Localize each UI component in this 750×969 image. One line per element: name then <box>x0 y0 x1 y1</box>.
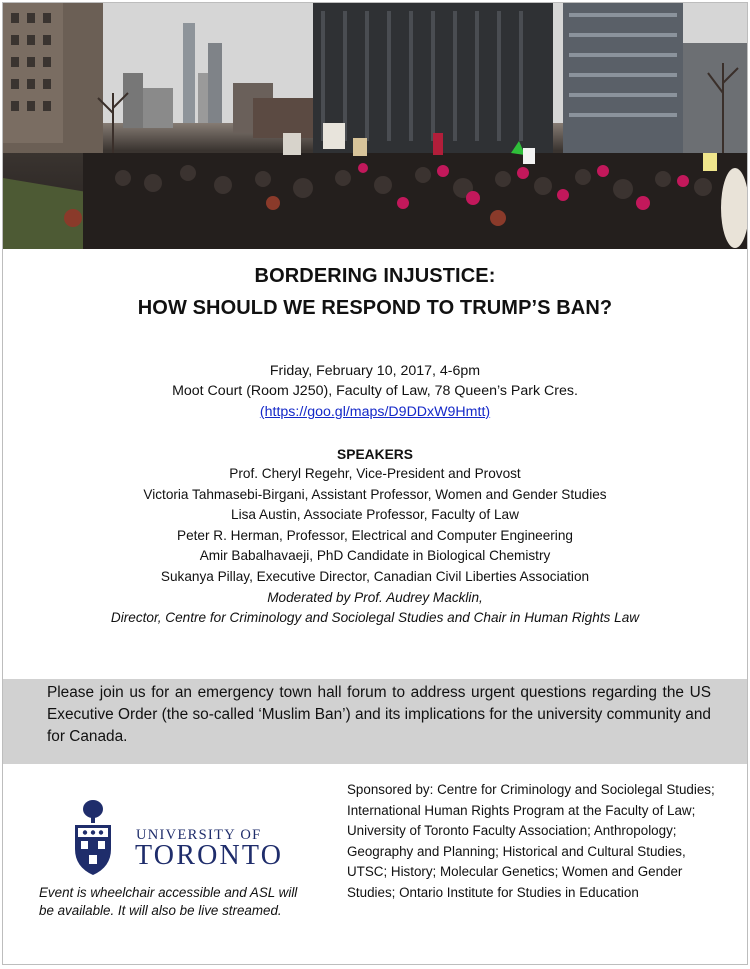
logo-toronto: TORONTO <box>135 840 284 871</box>
speaker-item: Prof. Cheryl Regehr, Vice-President and Provost <box>229 466 521 481</box>
speaker-item: Lisa Austin, Associate Professor, Faculty of Law <box>231 507 519 523</box>
accessibility-note: Event is wheelchair accessible and ASL will be available. It will also be live streamed. <box>39 885 298 919</box>
announcement-text: Please join us for an emergency town hall forum to address urgent questions regarding the US Executive Order (the so-called ‘Muslim Ban’) and its implications for the university community and for Canada. <box>47 684 711 745</box>
speakers-heading: SPEAKERS <box>337 447 413 462</box>
speakers-list <box>3 464 747 629</box>
headline-line-1: BORDERING INJUSTICE: <box>254 265 496 287</box>
speaker-item: Amir Babalhavaeji, PhD Candidate in Biological Chemistry <box>199 548 551 564</box>
moderator-line: Moderated by Prof. Audrey Macklin, <box>267 589 483 605</box>
sponsors-text: Sponsored by: Centre for Criminology and Sociolegal Studies; International Human Rights Program at the Faculty of Law; University of Toronto Faculty Association; Anthropology; Geography and Planning; Historical and Cultural Studies, UTSC; History; Molecular Genetics; Women and Gender Studies; Ontario Institute for Studies in Education <box>347 782 715 900</box>
speaker-item: Peter R. Herman, Professor, Electrical and Computer Engineering <box>177 527 573 543</box>
headline-line-2: HOW SHOULD WE RESPOND TO TRUMP’S BAN? <box>137 297 613 319</box>
event-location: Moot Court (Room J250), Faculty of Law, 78 Queen’s Park Cres. <box>172 383 578 399</box>
speaker-item: Sukanya Pillay, Executive Director, Canadian Civil Liberties Association <box>160 568 590 584</box>
announcement-band <box>3 679 747 764</box>
event-date-time: Friday, February 10, 2017, 4-6pm <box>269 363 481 379</box>
flyer-page <box>2 2 748 965</box>
protest-crowd-illustration <box>3 3 747 249</box>
moderator-affiliation: Director, Centre for Criminology and Sociolegal Studies and Chair in Human Rights Law <box>110 610 640 626</box>
map-link[interactable]: (https://goo.gl/maps/D9DDxW9Hmtt) <box>259 404 491 420</box>
logo-university-of: UNIVERSITY OF <box>136 827 262 843</box>
speaker-item: Victoria Tahmasebi-Birgani, Assistant Professor, Women and Gender Studies <box>143 486 607 502</box>
protest-crowd-photo <box>3 3 747 249</box>
